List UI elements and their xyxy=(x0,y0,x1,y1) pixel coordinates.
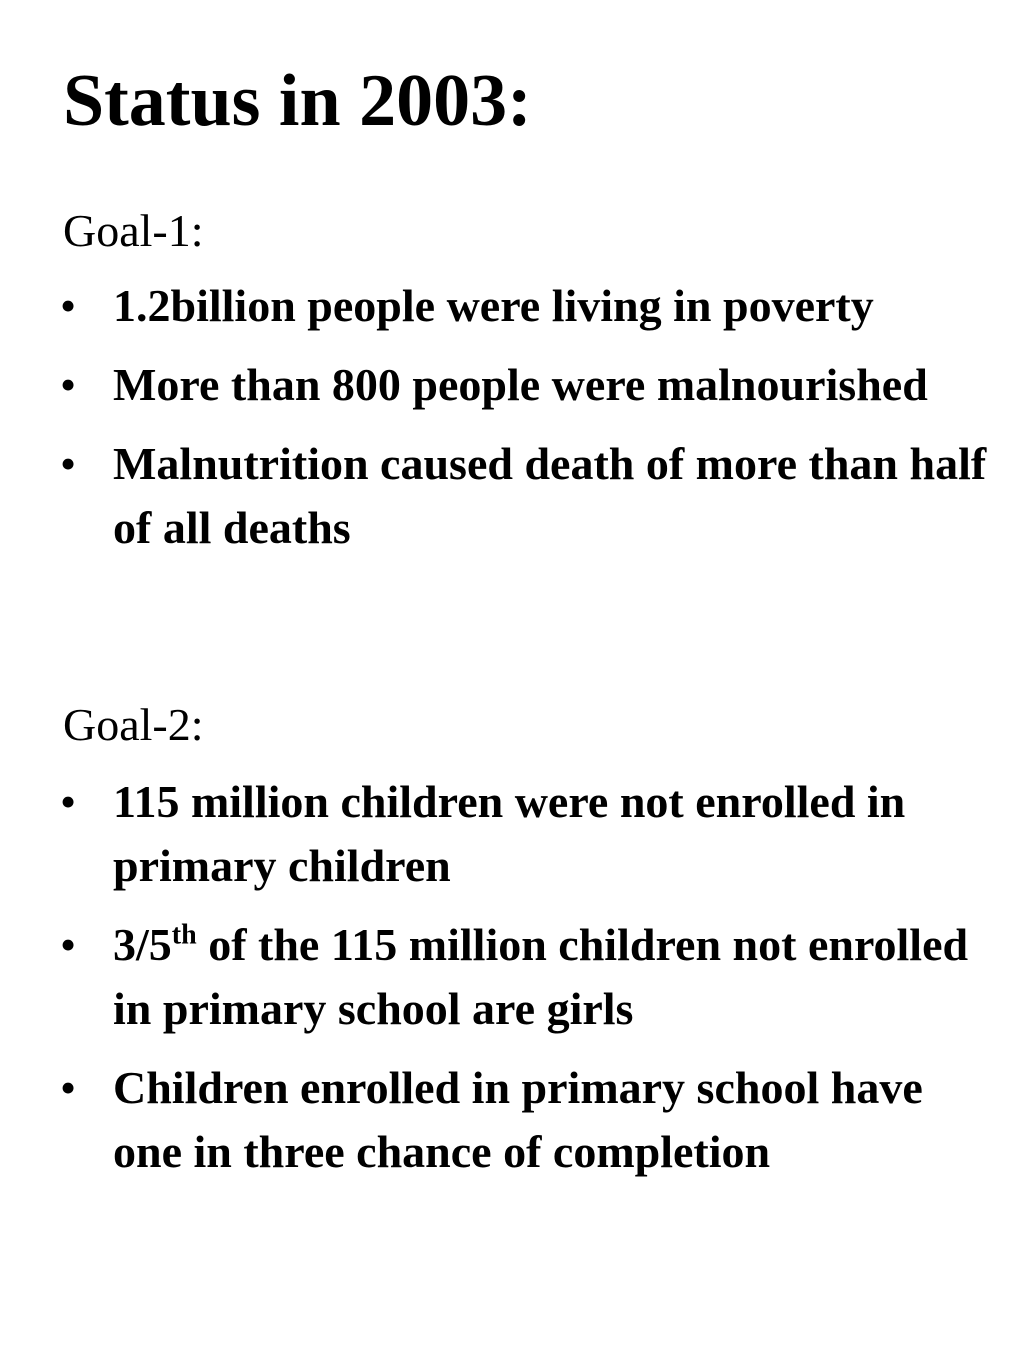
goal-2-bullet-list xyxy=(0,770,1024,1199)
list-item xyxy=(0,770,1024,898)
list-item xyxy=(0,274,1024,338)
bullet-text: 115 million children were not enrolled in primary children xyxy=(113,776,906,891)
bullet-icon: • xyxy=(60,1062,77,1113)
bullet-icon: • xyxy=(60,359,77,410)
bullet-text: Malnutrition caused death of more than half of all deaths xyxy=(113,438,987,553)
bullet-text: Children enrolled in primary school have one in three chance of completion xyxy=(113,1062,923,1177)
ordinal-superscript: th xyxy=(171,919,197,951)
bullet-icon: • xyxy=(60,280,77,331)
bullet-text xyxy=(113,919,968,1034)
bullet-text-remainder: of the 115 million children not enrolled in primary school are girls xyxy=(113,919,969,1034)
bullet-icon: • xyxy=(60,438,77,489)
goal-1-bullet-list xyxy=(0,274,1024,575)
goal-1-heading: Goal-1: xyxy=(63,205,204,256)
list-item xyxy=(0,1056,1024,1184)
bullet-icon: • xyxy=(60,919,77,970)
goal-2-heading: Goal-2: xyxy=(63,699,204,750)
fraction-text: 3/5 xyxy=(113,919,172,970)
bullet-icon: • xyxy=(60,776,77,827)
bullet-text: More than 800 people were malnourished xyxy=(113,359,928,410)
list-item xyxy=(0,913,1024,1041)
list-item xyxy=(0,353,1024,417)
list-item xyxy=(0,432,1024,560)
slide-title: Status in 2003: xyxy=(63,60,532,142)
bullet-text: 1.2billion people were living in poverty xyxy=(113,280,874,331)
